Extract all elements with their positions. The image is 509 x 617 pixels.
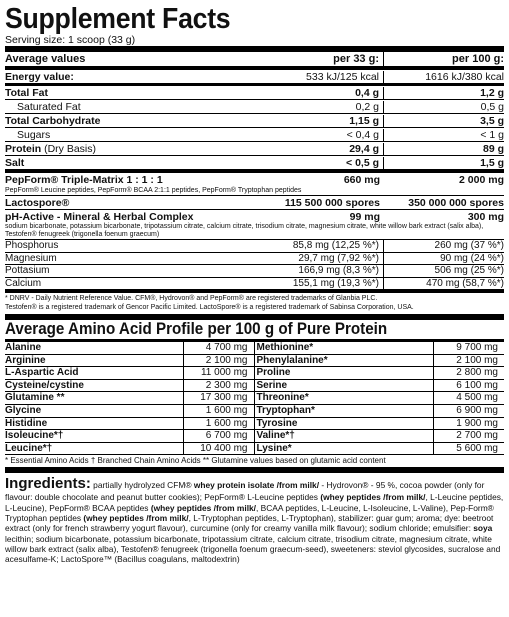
- amino-row: [255, 355, 505, 368]
- amino-name: Threonine*: [256, 392, 309, 404]
- lactospore-per-serving: 115 500 000 spores: [284, 197, 380, 209]
- amino-row: [5, 342, 255, 355]
- nutrient-per-serving: < 0,5 g: [259, 157, 384, 169]
- ingredients-block: [5, 475, 504, 564]
- amino-name: Tryptophan*: [256, 404, 315, 416]
- nutrient-name: Energy value:: [5, 71, 74, 83]
- amino-row: [255, 392, 505, 405]
- amino-row: [255, 443, 505, 456]
- amino-row: [255, 342, 505, 355]
- amino-value: 6 700 mg: [183, 430, 255, 442]
- amino-name: Methionine*: [256, 342, 314, 353]
- nutrient-row: [5, 114, 504, 128]
- nutrient-per-serving: 1,15 g: [259, 115, 384, 127]
- nutrient-name: [5, 143, 259, 155]
- nutrient-row: [5, 156, 504, 170]
- mineral-per-serving: 166,9 mg (8,3 %*): [259, 265, 384, 277]
- amino-value: 2 100 mg: [183, 355, 255, 367]
- amino-row: [5, 418, 255, 431]
- nutrient-per-serving: 533 kJ/125 kcal: [259, 71, 384, 83]
- nutrient-name: Total Carbohydrate: [5, 115, 101, 127]
- nutrient-per-100g: 1616 kJ/380 kcal: [425, 71, 504, 83]
- amino-value: 4 500 mg: [433, 392, 504, 404]
- nutrient-list: [5, 70, 504, 170]
- amino-name: Glutamine **: [5, 392, 65, 404]
- mineral-per-serving: 85,8 mg (12,25 %*): [259, 240, 384, 252]
- page-title: Supplement Facts: [5, 3, 231, 35]
- amino-name: Alanine: [5, 342, 42, 353]
- pepform-row: [5, 173, 504, 186]
- amino-name: Lysine*: [256, 442, 292, 454]
- amino-row: [5, 405, 255, 418]
- amino-value: 11 000 mg: [183, 367, 255, 379]
- amino-acid-table: [5, 342, 504, 455]
- amino-row: [255, 367, 505, 380]
- amino-value: 9 700 mg: [433, 342, 504, 354]
- amino-value: 2 700 mg: [433, 430, 504, 442]
- allergen-text: (whey peptides /from milk/: [150, 502, 257, 513]
- amino-value: 6 100 mg: [433, 380, 504, 392]
- nutrient-name: Saturated Fat: [17, 101, 81, 113]
- amino-legend: * Essential Amino Acids † Branched Chain Amino Acids ** Glutamine values based on glutamic acid content: [5, 456, 386, 466]
- amino-row: [5, 355, 255, 368]
- mineral-name: Magnesium: [5, 252, 57, 264]
- amino-row: [5, 443, 255, 456]
- mineral-per-serving: 155,1 mg (19,3 %*): [259, 278, 384, 290]
- mineral-per-serving: 29,7 mg (7,92 %*): [259, 253, 384, 265]
- amino-name: Tyrosine: [256, 417, 298, 429]
- amino-column-right: [255, 342, 505, 455]
- nutrient-name: Salt: [5, 157, 25, 169]
- lactospore-per-100g: 350 000 000 spores: [408, 197, 504, 209]
- amino-value: 1 600 mg: [183, 418, 255, 430]
- mineral-per-100g: 90 mg (24 %*): [440, 252, 504, 264]
- mineral-row: [5, 240, 504, 253]
- ph-active-per-100g: 300 mg: [467, 211, 504, 223]
- allergen-text: (whey peptides /from milk/: [83, 512, 189, 523]
- amino-row: [255, 418, 505, 431]
- serving-size: Serving size: 1 scoop (33 g): [5, 34, 136, 46]
- amino-name: Phenylalanine*: [256, 354, 328, 366]
- nutrient-name: Total Fat: [5, 87, 48, 99]
- amino-value: 10 400 mg: [183, 443, 255, 455]
- ingredient-text: - Hydrovon® - 95 %, cocoa powder (only for flavour: double chocolate and peanut butter cookies); PepForm® L-Leucine peptides: [5, 480, 485, 503]
- amino-name: Arginine: [5, 354, 46, 366]
- amino-row: [5, 367, 255, 380]
- amino-value: 5 600 mg: [433, 443, 504, 455]
- amino-name: Proline: [256, 367, 291, 379]
- amino-profile-title: Average Amino Acid Profile per 100 g of Pure Protein: [5, 320, 388, 338]
- nutrient-name: Sugars: [17, 129, 51, 141]
- amino-value: 4 700 mg: [183, 342, 255, 354]
- amino-row: [255, 430, 505, 443]
- amino-name: Valine*†: [256, 430, 295, 442]
- pepform-per-100g: 2 000 mg: [459, 174, 504, 186]
- nutrient-row: [5, 100, 504, 114]
- lactospore-name: Lactospore®: [5, 197, 70, 209]
- amino-name: Leucine*†: [5, 442, 53, 454]
- footnote-line-1: * DNRV - Daily Nutrient Reference Value. CFM®, Hydrovon® and PepForm® are registered trademarks of Glanbia PLC.: [5, 295, 378, 302]
- supplement-facts-panel: [5, 4, 504, 564]
- nutrient-per-serving: 29,4 g: [259, 143, 384, 155]
- mineral-name: Phosphorus: [5, 240, 59, 251]
- ingredient-text: partially hydrolyzed CFM®: [90, 480, 194, 491]
- nutrient-name-bold: Protein: [5, 143, 42, 155]
- pepform-subtext: PepForm® Leucine peptides, PepForm® BCAA 2:1:1 peptides, PepForm® Tryptophan peptides: [5, 186, 504, 196]
- amino-name: Histidine: [5, 417, 48, 429]
- mineral-per-100g: 260 mg (37 %*): [434, 240, 504, 251]
- nutrient-per-serving: < 0,4 g: [259, 129, 384, 141]
- amino-value: 2 800 mg: [433, 367, 504, 379]
- footnote-line-2: Testofen® is a registered trademark of Gencor Pacific Limited. LactoSpore® is a registered trademark of Sabinsa Corporation, USA.: [5, 303, 414, 311]
- amino-row: [5, 380, 255, 393]
- mineral-row: [5, 265, 504, 278]
- header-per-serving: per 33 g:: [259, 52, 384, 66]
- amino-name: Glycine: [5, 404, 42, 416]
- amino-value: 2 100 mg: [433, 355, 504, 367]
- nutrient-row: [5, 142, 504, 156]
- amino-value: 1 900 mg: [433, 418, 504, 430]
- nutrient-row: [5, 128, 504, 142]
- ingredient-text: , L-Tryptophan peptides, L-Tryptophan), stabilizer: guar gum; aroma; dye: beetroot extract (only for french strawberry yogurt flavour), curcumine (only for creamy vanilla milk flavour); sodium chloride; emulsifier:: [5, 512, 494, 534]
- pepform-name: PepForm® Triple-Matrix 1 : 1 : 1: [5, 174, 163, 186]
- amino-value: 1 600 mg: [183, 405, 255, 417]
- amino-row: [5, 430, 255, 443]
- amino-value: 2 300 mg: [183, 380, 255, 392]
- mineral-per-100g: 506 mg (25 %*): [434, 265, 504, 276]
- ph-active-row: [5, 210, 504, 223]
- amino-row: [255, 380, 505, 393]
- mineral-per-100g: 470 mg (58,7 %*): [426, 277, 504, 289]
- divider: [5, 467, 504, 473]
- mineral-name: Calcium: [5, 277, 42, 289]
- ph-active-name: pH-Active - Mineral & Herbal Complex: [5, 211, 194, 223]
- amino-name: L-Aspartic Acid: [5, 367, 79, 379]
- nutrient-per-serving: 0,2 g: [259, 101, 384, 113]
- ingredient-text: , L-Leucine peptides, L-Leucine), PepForm® BCAA peptides: [5, 492, 504, 513]
- ingredient-text: lecithin; sodium bicarbonate, potassium bicarbonate, tripotassium citrate, calcium citrate, trisodium citrate, magnesium citrate, white willow bark extract (salix alba), Testofen® fenugreek (trigonella foenum graecum-seed), sweeteners: steviol glycosides, sucralose and acesulfame-K; LactoSpore™ (Bacillus coagulans, maltodextrin): [5, 533, 501, 565]
- nutrition-header: [5, 52, 504, 67]
- amino-name: Serine: [256, 379, 288, 391]
- nutrient-per-100g: 1,5 g: [480, 157, 504, 169]
- ph-active-per-serving: 99 mg: [349, 211, 380, 223]
- mineral-row: [5, 253, 504, 266]
- ph-active-subtext: sodium bicarbonate, potassium bicarbonate, tripotassium citrate, calcium citrate, trisodium citrate, magnesium citrate, white willow bark extract (salix alba), Testofen® fenugreek (trigonella foenum graecum): [5, 223, 504, 240]
- lactospore-row: [5, 196, 504, 210]
- amino-value: 6 900 mg: [433, 405, 504, 417]
- nutrient-row: [5, 70, 504, 86]
- nutrient-per-100g: < 1 g: [480, 129, 504, 141]
- mineral-row: [5, 278, 504, 291]
- nutrient-per-100g: 3,5 g: [480, 115, 504, 127]
- nutrient-row: [5, 86, 504, 100]
- amino-row: [255, 405, 505, 418]
- mineral-name: Pottasium: [5, 265, 50, 276]
- amino-name: Cysteine/cystine: [5, 379, 84, 391]
- amino-row: [5, 392, 255, 405]
- header-per-100g: per 100 g:: [452, 53, 504, 65]
- amino-name: Isoleucine*†: [5, 430, 64, 442]
- pepform-per-serving: 660 mg: [343, 174, 380, 186]
- nutrient-per-100g: 1,2 g: [480, 87, 504, 99]
- header-label: Average values: [5, 53, 86, 65]
- allergen-text: whey protein isolate /from milk/: [193, 480, 320, 491]
- allergen-text: soya: [473, 523, 493, 534]
- mineral-list: [5, 240, 504, 290]
- ingredients-text: [5, 480, 503, 564]
- amino-column-left: [5, 342, 255, 455]
- nutrient-per-100g: 0,5 g: [480, 101, 504, 113]
- amino-value: 17 300 mg: [183, 392, 255, 404]
- nutrient-per-serving: 0,4 g: [259, 87, 384, 99]
- nutrient-name-rest: (Dry Basis): [41, 143, 97, 155]
- ingredients-title: Ingredients:: [5, 475, 91, 493]
- trademark-footnote: [5, 293, 504, 314]
- nutrient-per-100g: 89 g: [482, 143, 504, 155]
- ingredient-text: , BCAA peptides, L-Leucine, L-Isoleucine, L-Valine), Pep-Form® Tryptophan peptides: [5, 502, 494, 523]
- allergen-text: (whey peptides /from milk/: [320, 492, 426, 503]
